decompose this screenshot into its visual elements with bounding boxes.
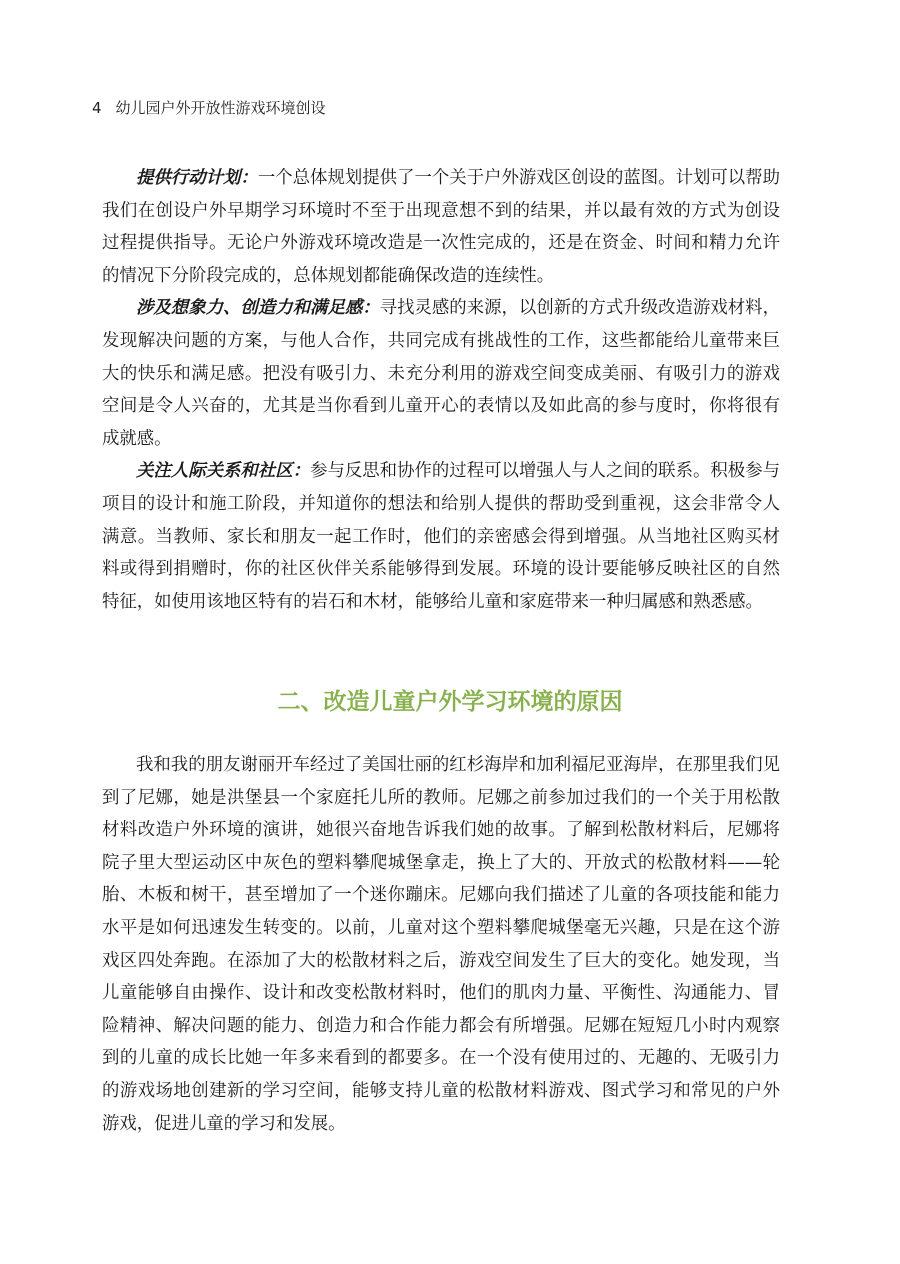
paragraph-action-plan — [102, 162, 780, 292]
paragraph-body: 寻找灵感的来源，以创新的方式升级改造游戏材料，发现解决问题的方案，与他人合作，共同完成有挑战性的工作，这些都能给儿童带来巨大的快乐和满足感。把没有吸引力、未充分利用的游戏空间变成美丽、有吸引力的游戏空间是令人兴奋的，尤其是当你看到儿童开心的表情以及如此高的参与度时，你将很有成就感。 — [102, 298, 780, 449]
paragraph-community — [102, 455, 780, 618]
reasons-section — [102, 749, 780, 1140]
paragraph-lead: 关注人际关系和社区： — [136, 461, 311, 482]
paragraph-lead: 提供行动计划： — [136, 168, 258, 188]
paragraph-body: 一个总体规划提供了一个关于户外游戏区创设的蓝图。计划可以帮助我们在创设户外早期学习环境时不至于出现意想不到的结果，并以最有效的方式为创设过程提供指导。无论户外游戏环境改造是一次性完成的，还是在资金、时间和精力允许的情况下分阶段完成的，总体规划都能确保改造的连续性。 — [102, 168, 780, 286]
page-number: 4 — [92, 99, 102, 117]
section-heading: 二、改造儿童户外学习环境的原因 — [277, 689, 623, 715]
intro-section — [102, 162, 780, 618]
paragraph-nina-story: 我和我的朋友谢丽开车经过了美国壮丽的红杉海岸和加利福尼亚海岸，在那里我们见到了尼娜，她是洪堡县一个家庭托儿所的教师。尼娜之前参加过我们的一个关于用松散材料改造户外环境的演讲，她很兴奋地告诉我们她的故事。了解到松散材料后，尼娜将院子里大型运动区中灰色的塑料攀爬城堡拿走，换上了大的、开放式的松散材料——轮胎、木板和树干，甚至增加了一个迷你蹦床。尼娜向我们描述了儿童的各项技能和能力水平是如何迅速发生转变的。以前，儿童对这个塑料攀爬城堡毫无兴趣，只是在这个游戏区四处奔跑。在添加了大的松散材料之后，游戏空间发生了巨大的变化。她发现，当儿童能够自由操作、设计和改变松散材料时，他们的肌肉力量、平衡性、沟通能力、冒险精神、解决问题的能力、创造力和合作能力都会有所增强。尼娜在短短几小时内观察到的儿童的成长比她一年多来看到的都要多。在一个没有使用过的、无趣的、无吸引力的游戏场地创建新的学习空间，能够支持儿童的松散材料游戏、图式学习和常见的户外游戏，促进儿童的学习和发展。 — [102, 755, 780, 1134]
paragraph-imagination — [102, 292, 780, 455]
book-title: 幼儿园户外开放性游戏环境创设 — [115, 99, 326, 117]
paragraph-body: 参与反思和协作的过程可以增强人与人之间的联系。积极参与项目的设计和施工阶段，并知道你的想法和给别人提供的帮助受到重视，这会非常令人满意。当教师、家长和朋友一起工作时，他们的亲密感会得到增强。从当地社区购买材料或得到捐赠时，你的社区伙伴关系能够得到发展。环境的设计要能够反映社区的自然特征，如使用该地区特有的岩石和木材，能够给儿童和家庭带来一种归属感和熟悉感。 — [102, 461, 780, 612]
running-header — [92, 97, 326, 118]
paragraph-lead: 涉及想象力、创造力和满足感： — [136, 298, 380, 319]
